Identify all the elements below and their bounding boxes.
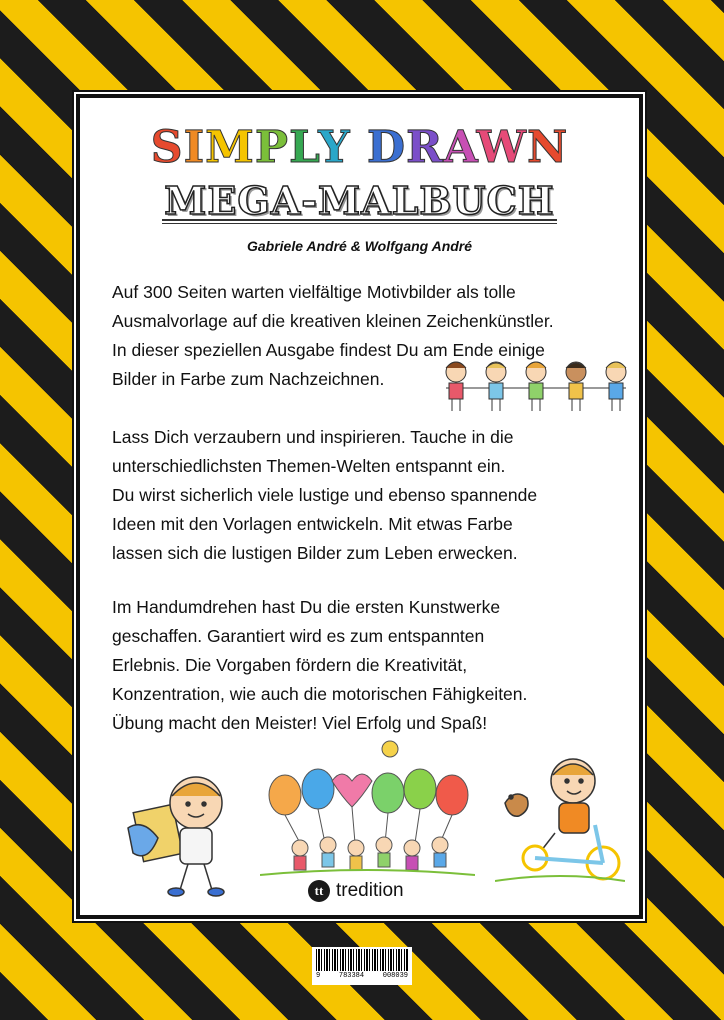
- blurb-line: Konzentration, wie auch die motorischen Fähigkeiten.: [112, 684, 528, 704]
- tredition-logo-icon: tt: [308, 880, 330, 902]
- brand-letter: N: [526, 122, 569, 173]
- kids-holding-hands-illustration: [436, 356, 636, 416]
- brand-letter: A: [443, 122, 477, 173]
- brand-letter: I: [183, 122, 206, 173]
- barcode-digits: [316, 972, 408, 980]
- brand-letter: W: [476, 122, 527, 173]
- book-authors: Gabriele André & Wolfgang André: [246, 238, 473, 254]
- subtitle-underline: [162, 219, 557, 224]
- painter-boy-illustration: [108, 768, 258, 898]
- blurb-line: Übung macht den Meister! Viel Erfolg und Spaß!: [112, 713, 488, 733]
- barcode-digit-group: 008039: [382, 972, 408, 980]
- back-cover-card: [76, 94, 643, 919]
- blurb-line: Bilder in Farbe zum Nachzeichnen.: [112, 369, 385, 389]
- blurb-line: Im Handumdrehen hast Du die ersten Kunstwerke: [112, 597, 501, 617]
- boy-tricycle-dog-illustration: [495, 753, 625, 888]
- blurb-line: Ausmalvorlage auf die kreativen kleinen Zeichenkünstler.: [112, 311, 554, 331]
- blurb-line: Ideen mit den Vorlagen entwickeln. Mit etwas Farbe: [112, 514, 513, 534]
- blurb-paragraph-2: [112, 423, 622, 568]
- publisher-mark: [308, 880, 404, 902]
- brand-letter: D: [366, 122, 407, 173]
- blurb-line: Erlebnis. Die Vorgaben fördern die Kreativität,: [112, 655, 468, 675]
- blurb-line: Du wirst sicherlich viele lustige und ebenso spannende: [112, 485, 538, 505]
- barcode-bars: [316, 949, 408, 971]
- blurb-paragraph-3: [112, 593, 622, 738]
- brand-letter: R: [406, 122, 444, 173]
- blurb-line: lassen sich die lustigen Bilder zum Leben erwecken.: [112, 543, 518, 563]
- brand-letter: M: [205, 122, 255, 173]
- publisher-name: tredition: [336, 880, 404, 901]
- blurb-line: Lass Dich verzaubern und inspirieren. Tauche in die: [112, 427, 514, 447]
- brand-letter: P: [254, 122, 289, 173]
- balloons-kids-illustration: [260, 733, 475, 883]
- barcode-digit-group: 9: [316, 972, 321, 980]
- blurb-line: unterschiedlichsten Themen-Welten entspannt ein.: [112, 456, 506, 476]
- brand-letter: Y: [318, 122, 351, 173]
- blurb-line: Auf 300 Seiten warten vielfältige Motivbilder als tolle: [112, 282, 516, 302]
- book-subtitle: MEGA-MALBUCH: [164, 178, 555, 223]
- blurb-line: geschaffen. Garantiert wird es zum entspannten: [112, 626, 485, 646]
- isbn-barcode: [312, 947, 412, 985]
- blurb-line: In dieser speziellen Ausgabe findest Du am Ende einige: [112, 340, 545, 360]
- brand-letter: S: [150, 122, 184, 173]
- brand-letter: [351, 122, 367, 173]
- brand-title: [80, 122, 639, 173]
- brand-letter: L: [288, 122, 319, 173]
- barcode-digit-group: 783384: [338, 972, 365, 980]
